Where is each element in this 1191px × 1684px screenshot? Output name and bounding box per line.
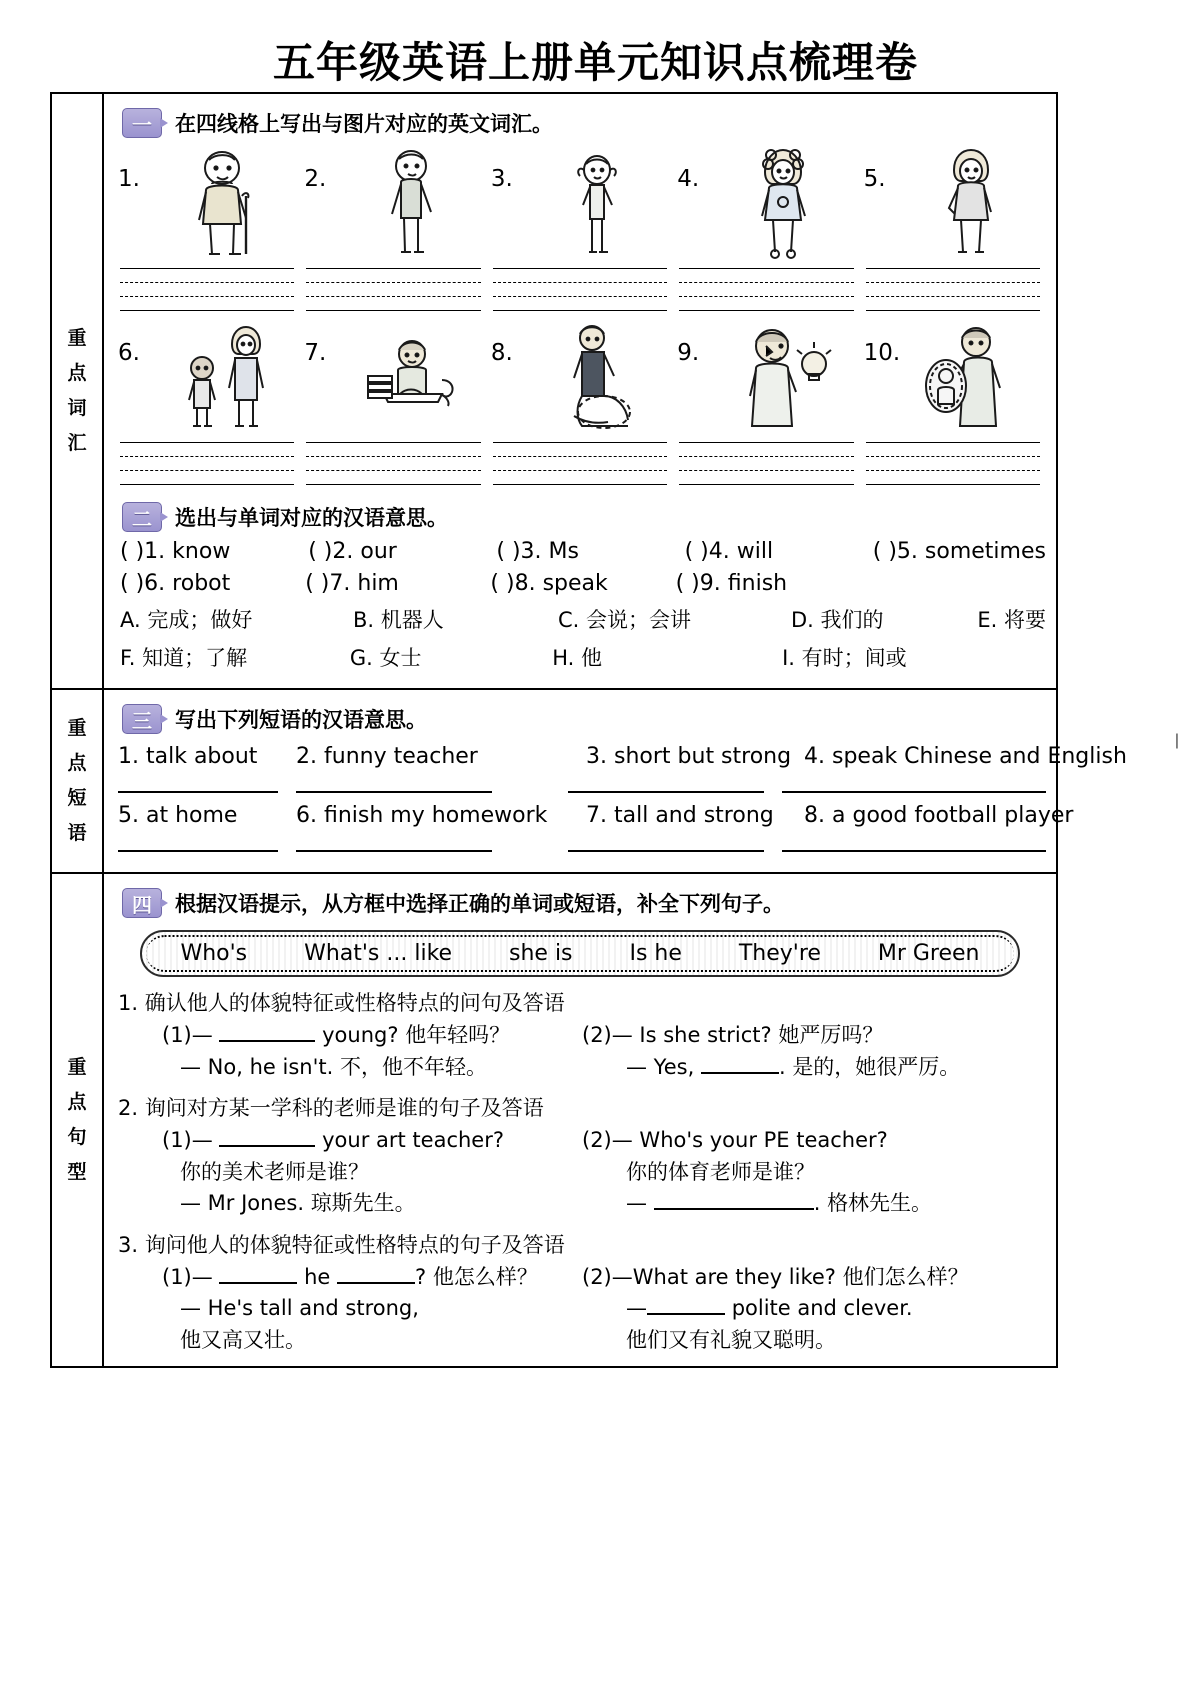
question-text: your art teacher? [322,1128,505,1152]
fill-blank[interactable] [647,1313,725,1315]
option-text: 他 [580,646,602,670]
group-number: 1. [118,991,139,1015]
option-text: 我们的 [820,608,884,632]
dash: — [191,1023,213,1047]
options-row-1 [120,604,1046,634]
person-reading-books-icon [338,318,482,436]
item-number: 7. [586,803,607,828]
answer-line-text [582,1188,1046,1220]
item-number: 10. [863,340,901,366]
question-cn: 你的美术老师是谁？ [180,1159,369,1184]
option-g [350,642,552,672]
match-word: Ms [548,539,579,564]
period: . [813,1191,821,1215]
band-label-char: 重 [67,1055,87,1078]
phrase-item [118,803,296,828]
phrase-item [296,803,586,828]
band-body-sentence-patterns [104,874,1056,1366]
item-number: 4. [677,166,700,192]
section-2-instruction: 选出与单词对应的汉语意思。 [175,506,448,530]
item-number: 6. [144,571,166,596]
item-number: 2. [304,166,327,192]
match-item[interactable] [490,571,675,596]
picture-item [487,318,673,486]
answer-line-text [118,1293,582,1325]
question-group-heading [118,987,1046,1017]
option-e [977,604,1046,634]
group-heading-text: 询问他人的体貌特征或性格特点的句子及答语 [144,1232,565,1257]
phrase-text: a good football player [832,803,1074,828]
phrase-text: tall and strong [614,803,774,828]
phrase-item [586,803,804,828]
option-key: G. [349,646,373,670]
group-number: 2. [118,1096,139,1120]
item-number: 8. [490,340,513,366]
question-cn: 他怎么样？ [432,1264,538,1289]
section-1-badge: 一 [122,108,162,138]
band-label-char: 词 [67,397,87,419]
answer-en: — Yes, [626,1054,695,1079]
question-text: young? [322,1023,399,1047]
fill-blank[interactable] [219,1145,315,1147]
option-key: B. [352,608,375,632]
bank-word[interactable]: Who's [180,941,248,966]
worksheet-frame [50,92,1127,1368]
answer-cn: 不，他不年轻。 [339,1054,487,1079]
match-row-1 [120,539,1046,564]
band-label-char: 短 [67,787,87,809]
band-label-char: 点 [67,751,87,774]
option-text: 机器人 [380,608,444,632]
option-text: 完成；做好 [147,608,253,632]
answer-en: — [626,1296,647,1320]
phrase-row-2 [118,803,1074,828]
group-heading-text: 确认他人的体貌特征或性格特点的问句及答语 [144,991,565,1015]
match-item[interactable] [873,539,1046,564]
band-label-char: 汇 [67,432,87,455]
picture-row-1 [114,144,1046,312]
answer-line-text [582,1293,1046,1325]
picture-item [114,144,300,312]
section-1-header [122,108,1046,138]
option-key: I. [782,646,795,670]
option-c [558,604,791,634]
question-cn-line [118,1157,582,1189]
match-item[interactable] [120,571,305,596]
woman-curly-hair-icon [711,144,855,262]
item-number: 9. [677,340,700,366]
sub-label: (2) [582,1264,612,1289]
option-a [120,604,353,634]
writing-guide [120,442,294,486]
picture-item [673,318,859,486]
question-right [582,1125,1046,1220]
question-group-heading [118,1229,1046,1259]
section-4-badge: 四 [122,888,162,918]
answer-line[interactable] [568,832,764,852]
answer-line[interactable] [296,773,492,793]
question-pair [118,1020,1046,1083]
writing-guide [120,268,294,312]
question-line [582,1125,1046,1157]
item-number: 3. [490,166,513,192]
item-number: 5. [863,166,886,192]
band-label-phrases [52,690,104,872]
item-number: 2. [296,744,317,769]
option-key: A. [120,608,141,632]
dash: — [191,1128,213,1152]
item-number: 3. [520,539,542,564]
answer-line-text [118,1052,582,1084]
match-word: speak [542,571,608,596]
item-number: 7. [329,571,351,596]
group-number: 3. [118,1232,139,1257]
match-word: him [357,571,399,596]
sub-label: (1) [162,1128,192,1152]
question-right [582,1020,1046,1083]
page-edge-mark: | [1174,732,1179,749]
band-label-char: 语 [67,822,87,845]
fill-blank[interactable] [219,1040,315,1042]
item-number: 4. [708,539,730,564]
question-text: — Is she strict? [611,1023,772,1047]
match-word: finish [727,571,788,596]
answer-rest: polite and clever. [731,1296,913,1320]
option-text: 知道；了解 [142,646,248,670]
question-pair [118,1125,1046,1220]
band-label-char: 点 [67,1090,87,1113]
option-b [353,604,558,634]
item-number: 8. [804,803,825,828]
match-word: our [360,539,397,564]
question-cn: 他年轻吗？ [405,1023,511,1047]
writing-guide [493,268,667,312]
match-item[interactable] [305,571,490,596]
section-4-header [122,888,1046,918]
option-key: D. [790,608,814,632]
item-number: 8. [514,571,536,596]
answer-line[interactable] [118,773,278,793]
question-mark: ? [415,1264,427,1289]
question-left [118,1020,582,1083]
band-body-phrases [104,690,1127,872]
band-label-char: 型 [67,1161,87,1184]
answer-cn: 琼斯先生。 [310,1191,416,1215]
sub-label: (2) [582,1128,612,1152]
answer-cn: 是的，她很严厉。 [792,1054,961,1079]
option-h [552,642,782,672]
bank-word[interactable]: Mr Green [877,941,980,966]
option-f [120,642,350,672]
question-mid: he [304,1264,331,1289]
picture-item [860,318,1046,486]
options-row-2 [120,642,1046,672]
phrase-item [296,744,586,769]
item-number: 6. [118,340,140,366]
question-cn: 你的体育老师是谁？ [626,1159,815,1184]
band-phrases [52,690,1127,874]
section-3-header [122,704,1046,734]
option-text: 会说；会讲 [586,608,692,632]
question-pair [118,1262,1046,1357]
question-right [582,1262,1046,1357]
answer-cn-line [118,1325,582,1357]
period: . [778,1054,786,1079]
section-2-badge: 二 [122,502,162,532]
question-group-heading [118,1092,1046,1122]
question-line [118,1020,582,1052]
phrase-text: short but strong [614,744,792,769]
answer-paren: ( ) [872,539,897,564]
match-item[interactable] [308,539,496,564]
band-label-sentence-patterns [52,874,104,1366]
band-label-char: 重 [67,326,87,349]
item-number: 2. [332,539,354,564]
section-2-header [122,502,1046,532]
writing-guide [306,268,480,312]
picture-item [487,144,673,312]
match-word: will [736,539,774,564]
picture-item [300,318,486,486]
question-cn: 他们怎么样？ [842,1264,969,1289]
question-line [582,1262,1046,1294]
bank-word[interactable]: They're [738,941,821,966]
option-text: 将要 [1004,608,1046,632]
fill-blank[interactable] [337,1282,415,1284]
phrase-item [118,744,296,769]
sub-label: (1) [162,1023,192,1047]
answer-paren: ( ) [305,571,330,596]
picture-row-2 [114,318,1046,486]
option-i [782,642,966,672]
option-d [791,604,977,634]
band-label-char: 点 [67,361,87,384]
option-key: H. [552,646,575,670]
phrase-item [804,744,1127,769]
answer-line[interactable] [296,832,492,852]
question-line [118,1262,582,1294]
phrase-text: talk about [146,744,258,769]
answer-paren: ( ) [496,539,521,564]
answer-en: — No, he isn't. [180,1054,334,1079]
match-row-2 [120,571,1046,596]
person-with-idea-bulb-icon [711,318,855,436]
writing-guide [679,268,853,312]
spacer [966,642,1046,672]
answer-paren: ( ) [684,539,709,564]
item-number: 5. [896,539,918,564]
writing-guide [306,442,480,486]
fill-blank[interactable] [219,1282,297,1284]
bank-word[interactable]: she is [509,941,573,966]
bank-word[interactable]: What's ... like [304,941,453,966]
item-number: 9. [699,571,721,596]
option-key: E. [977,608,998,632]
person-with-mirror-icon [898,318,1042,436]
match-item[interactable] [685,539,873,564]
phrase-text: finish my homework [324,803,548,828]
band-label-char: 重 [67,716,87,739]
item-number: 1. [144,539,166,564]
sub-label: (1) [162,1264,192,1289]
short-and-tall-people-icon [152,318,296,436]
page-title: 五年级英语上册单元知识点梳理卷 [272,38,918,87]
match-item[interactable] [496,539,684,564]
answer-line-text [118,1188,582,1220]
picture-item [673,144,859,312]
answer-line[interactable] [118,832,278,852]
sub-label: (2) [582,1023,612,1047]
answer-line[interactable] [782,832,1046,852]
answer-line-text [582,1052,1046,1084]
man-hands-on-head-icon [525,144,669,262]
phrase-text: speak Chinese and English [832,744,1127,769]
answer-en: — [626,1191,647,1215]
phrase-row-1 [118,744,1127,769]
item-number: 6. [296,803,317,828]
fill-blank[interactable] [701,1072,779,1074]
match-word: sometimes [924,539,1046,564]
question-line [118,1125,582,1157]
question-line [582,1020,1046,1052]
question-left [118,1262,582,1357]
item-number: 7. [304,340,327,366]
old-man-with-cane-icon [152,144,296,262]
writing-guide [493,442,667,486]
item-number: 4. [804,744,825,769]
person-helping-kneel-icon [525,318,669,436]
woman-pointing-icon [898,144,1042,262]
band-label-char: 句 [67,1126,87,1148]
bank-word[interactable]: Is he [629,941,682,966]
answer-paren: ( ) [120,571,145,596]
phrase-text: at home [146,803,238,828]
picture-item [860,144,1046,312]
band-vocabulary [52,94,1056,690]
match-item[interactable] [676,571,861,596]
section-3-instruction: 写出下列短语的汉语意思。 [175,708,427,732]
section-3-badge: 三 [122,704,162,734]
writing-guide [866,268,1040,312]
question-left [118,1125,582,1220]
question-text: — Who's your PE teacher? [611,1128,888,1152]
option-text: 女士 [379,646,422,670]
word-bank-wrapper [114,930,1046,977]
word-bank [140,930,1020,977]
question-cn-line [582,1157,1046,1189]
option-key: F. [120,646,136,670]
phrase-text: funny teacher [324,744,478,769]
writing-guide [679,442,853,486]
answer-line[interactable] [782,773,1046,793]
item-number: 3. [586,744,607,769]
thin-man-walking-icon [338,144,482,262]
dash: — [191,1264,213,1289]
answer-cn: 他又高又壮。 [180,1327,306,1352]
match-word: know [172,539,231,564]
phrase-answer-lines-2 [118,832,1046,852]
option-key: C. [558,608,580,632]
phrase-item [586,744,804,769]
item-number: 1. [118,744,139,769]
phrase-item [804,803,1073,828]
answer-paren: ( ) [675,571,700,596]
band-sentence-patterns [52,874,1056,1366]
item-number: 5. [118,803,139,828]
match-word: robot [172,571,231,596]
answer-line[interactable] [568,773,764,793]
answer-cn: 格林先生。 [827,1191,933,1215]
answer-paren: ( ) [308,539,333,564]
match-item[interactable] [120,539,308,564]
question-text: —What are they like? [611,1264,836,1289]
fill-blank[interactable] [654,1208,814,1210]
answer-cn: 他们又有礼貌又聪明。 [626,1327,836,1352]
phrase-answer-lines-1 [118,773,1046,793]
band-body-vocabulary [104,94,1056,688]
answer-paren: ( ) [120,539,145,564]
answer-paren: ( ) [490,571,515,596]
answer-cn-line [582,1325,1046,1357]
question-cn: 她严厉吗？ [778,1023,884,1047]
item-number: 1. [118,166,140,192]
band-label-vocabulary [52,94,104,688]
answer-en: — He's tall and strong, [180,1296,419,1320]
picture-item [300,144,486,312]
section-1-instruction: 在四线格上写出与图片对应的英文词汇。 [175,112,553,136]
group-heading-text: 询问对方某一学科的老师是谁的句子及答语 [144,1096,544,1120]
picture-item [114,318,300,486]
option-text: 有时；间或 [801,646,907,670]
section-4-instruction: 根据汉语提示，从方框中选择正确的单词或短语，补全下列句子。 [175,892,784,916]
answer-en: — Mr Jones. [180,1191,304,1215]
writing-guide [866,442,1040,486]
